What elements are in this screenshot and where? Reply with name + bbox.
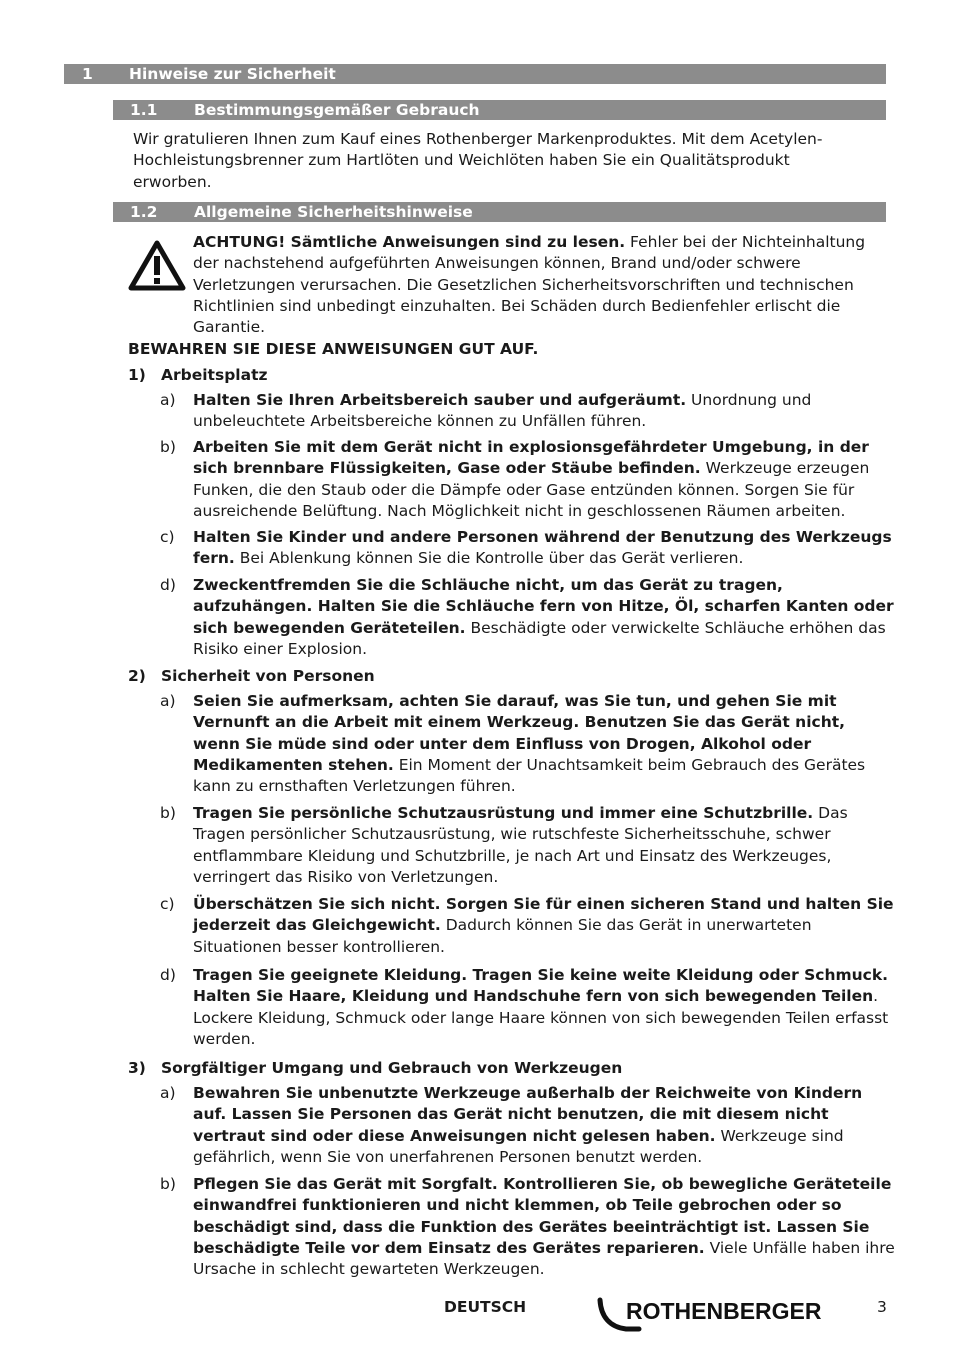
item-bold: Tragen Sie geeignete Kleidung. Tragen Sie keine weite Kleidung oder Schmuck. Halten Sie Haare, Kleidung und Handschuhe fern von sich bewegenden Teilen [193,966,889,1006]
subsection-number: 1) [128,366,146,384]
section-heading-1-2 [113,202,886,222]
section-number: 1.1 [130,101,158,119]
item-bold: Halten Sie Kinder und andere Personen während der Benutzung des Werkzeugs fern. [193,528,892,568]
list-letter: b) [160,438,176,456]
item-text: Viele Unfälle haben ihre Ursache in schlecht gewarteten Werkzeugen. [193,1238,895,1279]
section-heading-1 [64,64,886,84]
list-letter: c) [160,528,175,546]
section-heading-1-1 [113,100,886,120]
subsection-title: Arbeitsplatz [161,366,268,384]
list-item [160,437,895,522]
list-letter: d) [160,576,176,594]
subsection-number: 2) [128,667,146,685]
item-text: . Lockere Kleidung, Schmuck oder lange Haare können von sich bewegenden Teilen erfasst werden. [193,987,889,1048]
footer-language: DEUTSCH [444,1298,527,1316]
list-item [160,575,895,660]
section-title: Bestimmungsgemäßer Gebrauch [194,101,480,119]
item-bold: Halten Sie Ihren Arbeitsbereich sauber und aufgeräumt. [193,391,687,409]
list-letter: c) [160,895,175,913]
list-item [160,691,895,797]
list-item [160,1174,895,1280]
item-text: Unordnung und unbeleuchtete Arbeitsbereiche können zu Unfällen führen. [193,391,812,431]
section-title: Allgemeine Sicherheitshinweise [194,203,473,221]
item-bold: Pflegen Sie das Gerät mit Sorgfalt. Kontrollieren Sie, ob bewegliche Geräteteile einwandfrei funktionieren und nicht klemmen, ob Teile gebrochen oder so beschädigt sind, dass die Funktion des Gerätes beeinträchtigt ist. Lassen Sie beschädigte Teile vor dem Einsatz des Gerätes reparieren. [193,1175,892,1257]
list-letter: b) [160,1175,176,1193]
item-text: Werkzeuge sind gefährlich, wenn Sie von unerfahrenen Personen benutzt werden. [193,1126,844,1166]
item-text: Ein Moment der Unachtsamkeit beim Gebrauch des Gerätes kann zu ernsthaften Verletzungen führen. [193,755,866,796]
page-number: 3 [877,1298,887,1316]
list-item [160,390,895,433]
rothenberger-logo [596,1293,836,1333]
warning-triangle-icon [128,239,186,291]
list-letter: a) [160,692,176,710]
subsection-number: 3) [128,1059,146,1077]
item-text: Dadurch können Sie das Gerät in unerwarteten Situationen besser kontrollieren. [193,916,812,956]
section-number: 1.2 [130,203,158,221]
item-bold: Tragen Sie persönliche Schutzausrüstung und immer eine Schutzbrille. [193,804,814,822]
subsection-title: Sorgfältiger Umgang und Gebrauch von Werkzeugen [161,1059,623,1077]
list-item [160,965,895,1050]
list-item [160,803,895,888]
warning-bold: ACHTUNG! Sämtliche Anweisungen sind zu lesen. [193,233,626,251]
subsection-title: Sicherheit von Personen [161,667,375,685]
item-text: Bei Ablenkung können Sie die Kontrolle über das Gerät verlieren. [234,549,744,568]
warning-paragraph [193,232,895,338]
warning-text: Fehler bei der Nichteinhaltung der nachstehend aufgeführten Anweisungen können, Brand und/oder schwere Verletzungen verursachen. Die Gesetzlichen Sicherheitsvorschriften und technischen Richtlinien sind unbedingt einzuhalten. Bei Schäden durch Bedienfehler erlischt die Garantie. [193,233,866,337]
item-bold: Zweckentfremden Sie die Schläuche nicht, um das Gerät zu tragen, aufzuhängen. Halten Sie die Schläuche fern von Hitze, Öl, scharfen Kanten oder sich bewegenden Geräteteilen. [193,576,894,637]
item-text: Werkzeuge erzeugen Funken, die den Staub oder die Dämpfe oder Gase entzünden können. Sorgen Sie für ausreichende Belüftung. Nach Möglichkeit nicht in geschlossenen Räumen arbeiten. [193,459,870,520]
item-text: Beschädigte oder verwickelte Schläuche erhöhen das Risiko einer Explosion. [193,618,886,658]
item-bold: Seien Sie aufmerksam, achten Sie darauf, was Sie tun, und gehen Sie mit Vernunft an die Arbeit mit einem Werkzeug. Benutzen Sie das Gerät nicht, wenn Sie müde sind oder unter dem Einfluss von Drogen, Alkohol oder Medikamenten stehen. [193,692,846,774]
intro-paragraph: Wir gratulieren Ihnen zum Kauf eines Rothenberger Markenproduktes. Mit dem Acetylen-Hochleistungsbrenner zum Hartlöten und Weichlöten haben Sie ein Qualitätsprodukt erworben. [133,130,823,191]
keep-instructions-note: BEWAHREN SIE DIESE ANWEISUNGEN GUT AUF. [128,340,539,358]
section-title: Hinweise zur Sicherheit [129,65,336,83]
list-item [160,1083,895,1168]
list-item [160,527,895,570]
list-letter: b) [160,804,176,822]
item-bold: Überschätzen Sie sich nicht. Sorgen Sie für einen sicheren Stand und halten Sie jederzeit das Gleichgewicht. [193,895,894,935]
logo-wordmark: ROTHENBERGER [626,1298,822,1324]
item-bold: Arbeiten Sie mit dem Gerät nicht in explosionsgefährdeter Umgebung, in der sich brennbare Flüssigkeiten, Gase oder Stäube befinden. [193,438,869,478]
item-text: Das Tragen persönlicher Schutzausrüstung, wie rutschfeste Sicherheitsschuhe, schwer entflammbare Kleidung und Schutzbrille, je nach Art und Einsatz des Werkzeuges, verringert das Risiko von Verletzungen. [193,804,848,886]
item-bold: Bewahren Sie unbenutzte Werkzeuge außerhalb der Reichweite von Kindern auf. Lassen Sie Personen das Gerät nicht benutzen, die mit diesem nicht vertraut sind oder diese Anweisungen nicht gelesen haben. [193,1084,863,1145]
list-item [160,894,895,958]
list-letter: a) [160,1084,176,1102]
list-letter: a) [160,391,176,409]
list-letter: d) [160,966,176,984]
section-number: 1 [82,65,93,83]
